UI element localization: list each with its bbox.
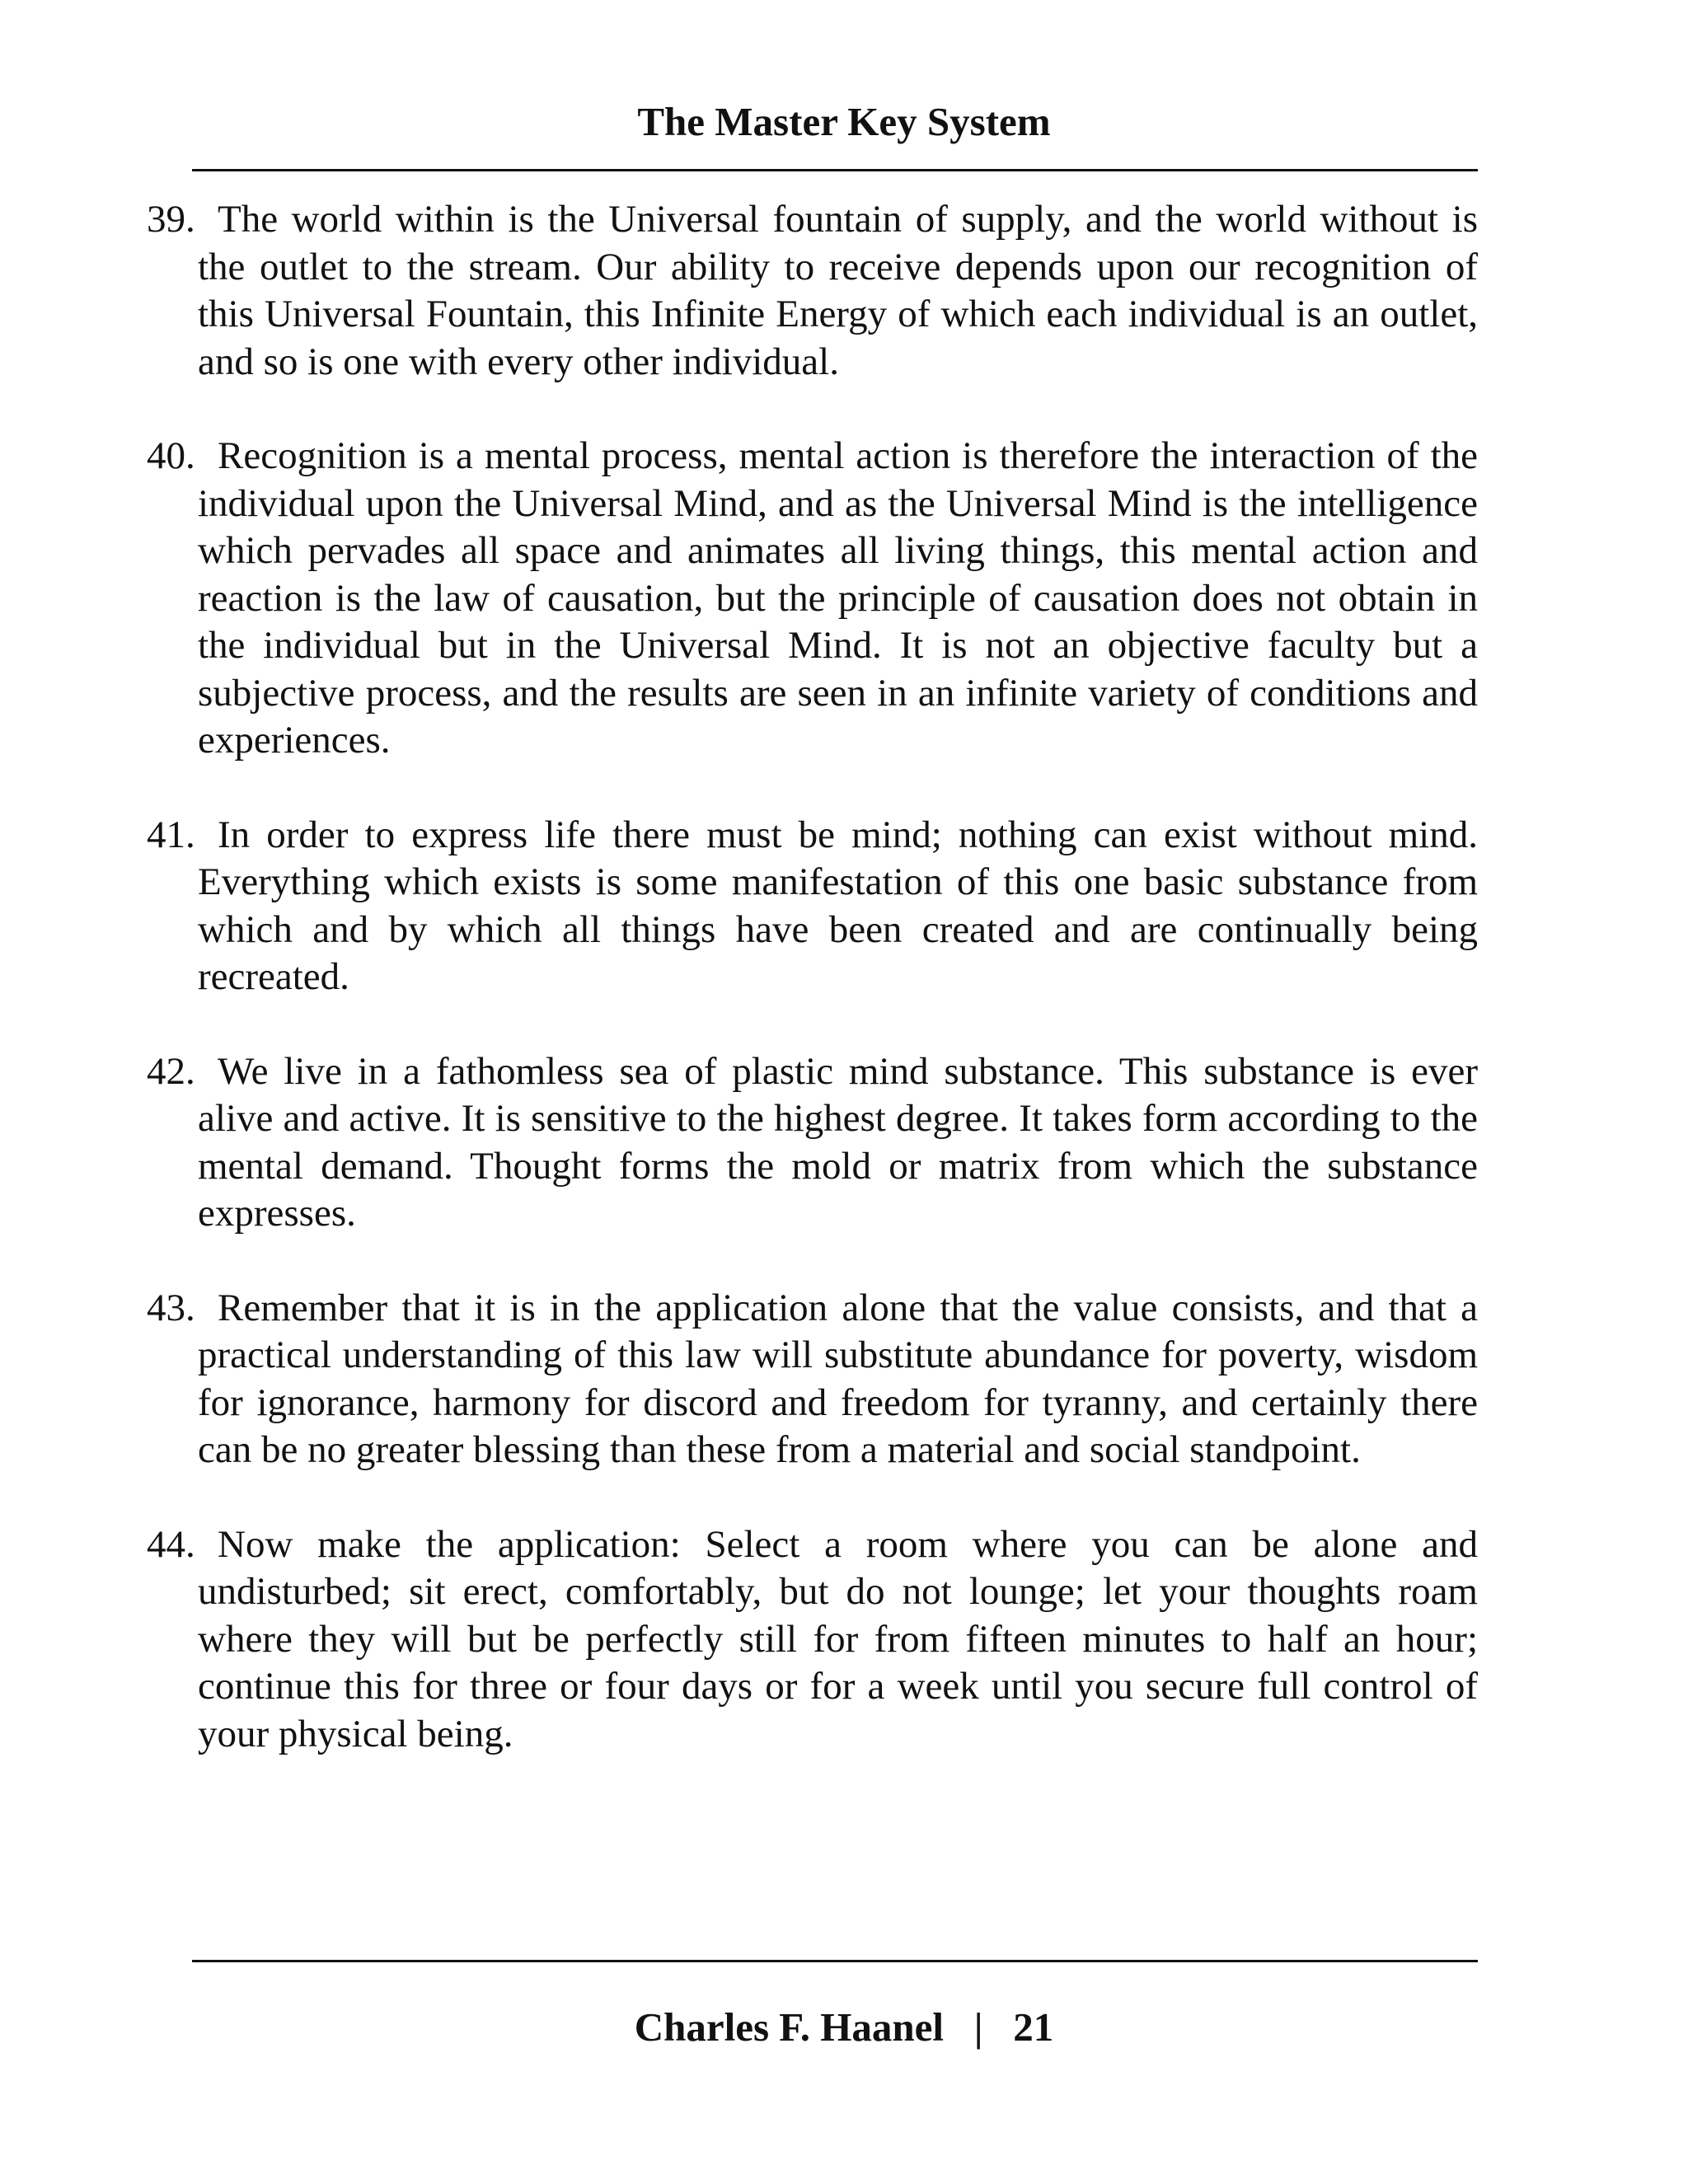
page-header-title: The Master Key System: [637, 99, 1051, 144]
page-body: [147, 196, 1478, 1805]
paragraph-44: [147, 1521, 1478, 1759]
paragraph-number: 39.: [147, 198, 195, 241]
paragraph-42: [147, 1048, 1478, 1238]
header-divider: [192, 169, 1478, 171]
paragraph-39: [147, 196, 1478, 386]
footer-page-number: 21: [1013, 2004, 1054, 2050]
paragraph-text: The world within is the Universal fountain of supply, and the world without is the outlet to the stream. Our ability to receive depends upon our recognition of this Universal Fountain, this Infinite Energy of which each individual is an outlet, and so is one with every other individual.: [198, 198, 1478, 383]
paragraph-text: In order to express life there must be mind; nothing can exist without mind. Everything which exists is some manifestation of this one basic substance from which and by which all things have been created and are continually being recreated.: [198, 813, 1478, 998]
paragraph-number: 40.: [147, 434, 195, 477]
paragraph-number: 42.: [147, 1049, 195, 1093]
paragraph-40: [147, 433, 1478, 765]
paragraph-text: Remember that it is in the application alone that the value consists, and that a practical understanding of this law will substitute abundance for poverty, wisdom for ignorance, harmony for discord and freedom for tyranny, and certainly there can be no greater blessing than these from a material and social standpoint.: [198, 1286, 1478, 1471]
paragraph-number: 44.: [147, 1522, 195, 1566]
paragraph-text: We live in a fathomless sea of plastic mind substance. This substance is ever alive and active. It is sensitive to the highest degree. It takes form according to the mental demand. Thought forms the mold or matrix from which the substance expresses.: [198, 1049, 1478, 1235]
paragraph-number: 41.: [147, 813, 195, 856]
page-footer: [0, 2003, 1688, 2052]
paragraph-43: [147, 1285, 1478, 1474]
paragraph-41: [147, 812, 1478, 1001]
paragraph-number: 43.: [147, 1286, 195, 1329]
paragraph-text: Recognition is a mental process, mental action is therefore the interaction of the individual upon the Universal Mind, and as the Universal Mind is the intelligence which pervades all space and animates all living things, this mental action and reaction is the law of causation, but the principle of causation does not obtain in the individual but in the Universal Mind. It is not an objective faculty but a subjective process, and the results are seen in an infinite variety of conditions and experiences.: [198, 434, 1478, 762]
footer-divider: [192, 1960, 1478, 1962]
footer-author: Charles F. Haanel: [634, 2004, 944, 2050]
paragraph-text: Now make the application: Select a room where you can be alone and undisturbed; sit erect, comfortably, but do not lounge; let your thoughts roam where they will but be perfectly still for from fifteen minutes to half an hour; continue this for three or four days or for a week until you secure full control of your physical being.: [198, 1522, 1478, 1755]
footer-separator: |: [973, 2004, 983, 2050]
